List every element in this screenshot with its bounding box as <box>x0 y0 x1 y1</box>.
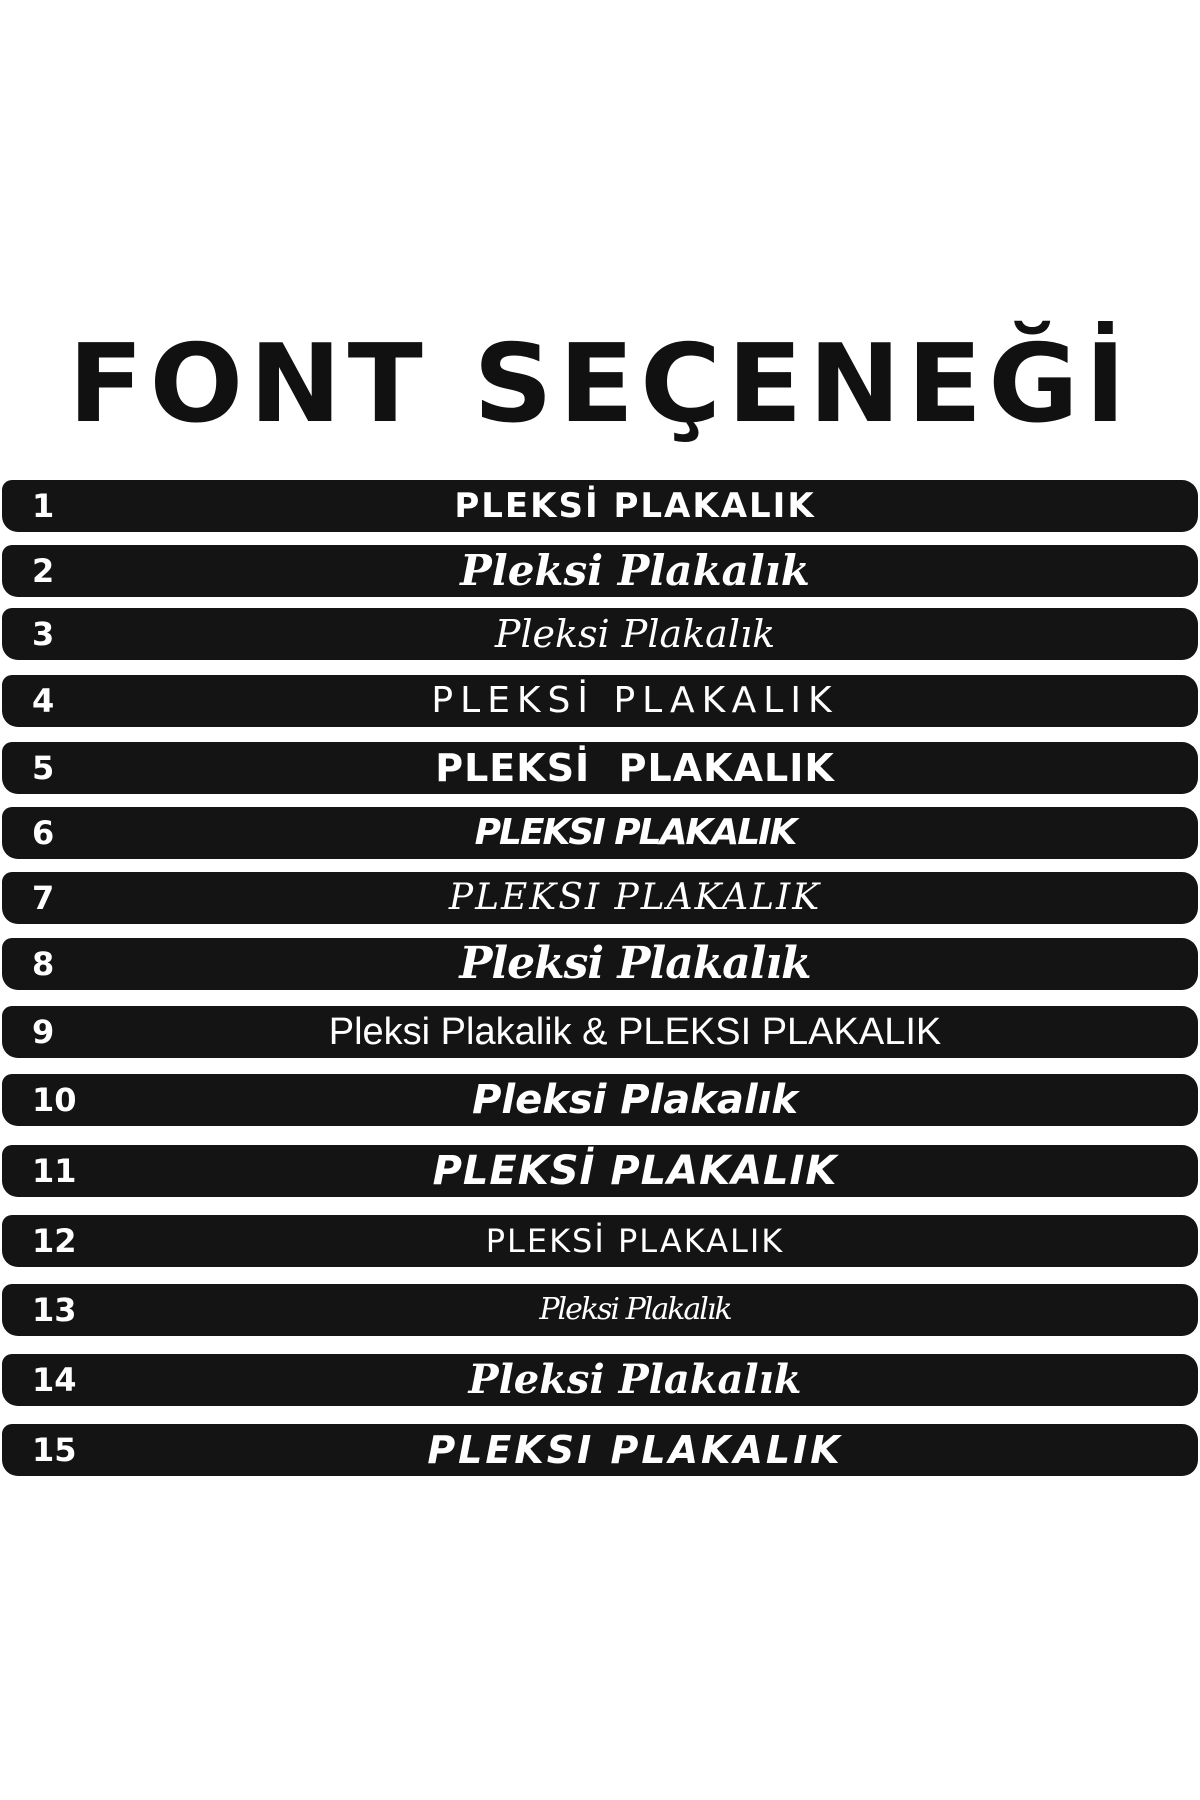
font-option-3[interactable] <box>2 608 1198 660</box>
font-option-4[interactable] <box>2 675 1198 727</box>
option-number: 15 <box>32 1431 77 1469</box>
font-option-13[interactable] <box>2 1284 1198 1336</box>
font-option-2[interactable] <box>2 545 1198 597</box>
font-sample: Pleksi Plakalık <box>468 1356 802 1403</box>
font-option-15[interactable] <box>2 1424 1198 1476</box>
font-sample: Pleksi Plakalık <box>539 1292 731 1327</box>
option-number: 11 <box>32 1152 77 1190</box>
font-sample: PLEKSİ PLAKALIK <box>485 1222 785 1260</box>
page-title: FONT SEÇENEĞİ <box>68 322 1132 447</box>
option-number: 12 <box>32 1222 77 1260</box>
option-number: 4 <box>32 682 55 720</box>
option-number: 6 <box>32 814 55 852</box>
font-sample: Pleksi Plakalık <box>472 1077 798 1123</box>
font-sample: PLEKSI PLAKALIK <box>448 877 822 918</box>
option-number: 3 <box>32 615 55 653</box>
font-option-8[interactable] <box>2 938 1198 990</box>
font-sample: Pleksi Plakalık <box>459 938 811 989</box>
option-number: 1 <box>32 487 55 525</box>
font-sample: Pleksi Plakalik & PLEKSI PLAKALIK <box>328 1011 942 1053</box>
font-sample: Pleksi Plakalık <box>460 546 810 595</box>
font-option-5[interactable] <box>2 742 1198 794</box>
font-option-1[interactable] <box>2 480 1198 532</box>
option-number: 14 <box>32 1361 77 1399</box>
option-number: 7 <box>32 879 55 917</box>
font-option-9[interactable] <box>2 1006 1198 1058</box>
option-number: 8 <box>32 945 55 983</box>
font-sample: PLEKSI PLAKALIK <box>474 812 796 853</box>
option-number: 5 <box>32 749 55 787</box>
font-option-12[interactable] <box>2 1215 1198 1267</box>
option-number: 2 <box>32 552 55 590</box>
option-number: 9 <box>32 1013 55 1051</box>
font-option-10[interactable] <box>2 1074 1198 1126</box>
font-sample: PLEKSİ PLAKALIK <box>435 746 835 790</box>
option-number: 13 <box>32 1291 77 1329</box>
font-sample: PLEKSI PLAKALIK <box>427 1428 843 1472</box>
font-sample: Pleksi Plakalık <box>494 612 776 656</box>
option-number: 10 <box>32 1081 77 1119</box>
font-option-11[interactable] <box>2 1145 1198 1197</box>
font-option-7[interactable] <box>2 872 1198 924</box>
font-sample: PLEKSİ PLAKALIK <box>432 1148 838 1194</box>
font-option-6[interactable] <box>2 807 1198 859</box>
font-sample: PLEKSİ PLAKALIK <box>431 680 839 721</box>
font-sample: PLEKSİ PLAKALIK <box>454 486 816 526</box>
font-option-14[interactable] <box>2 1354 1198 1406</box>
